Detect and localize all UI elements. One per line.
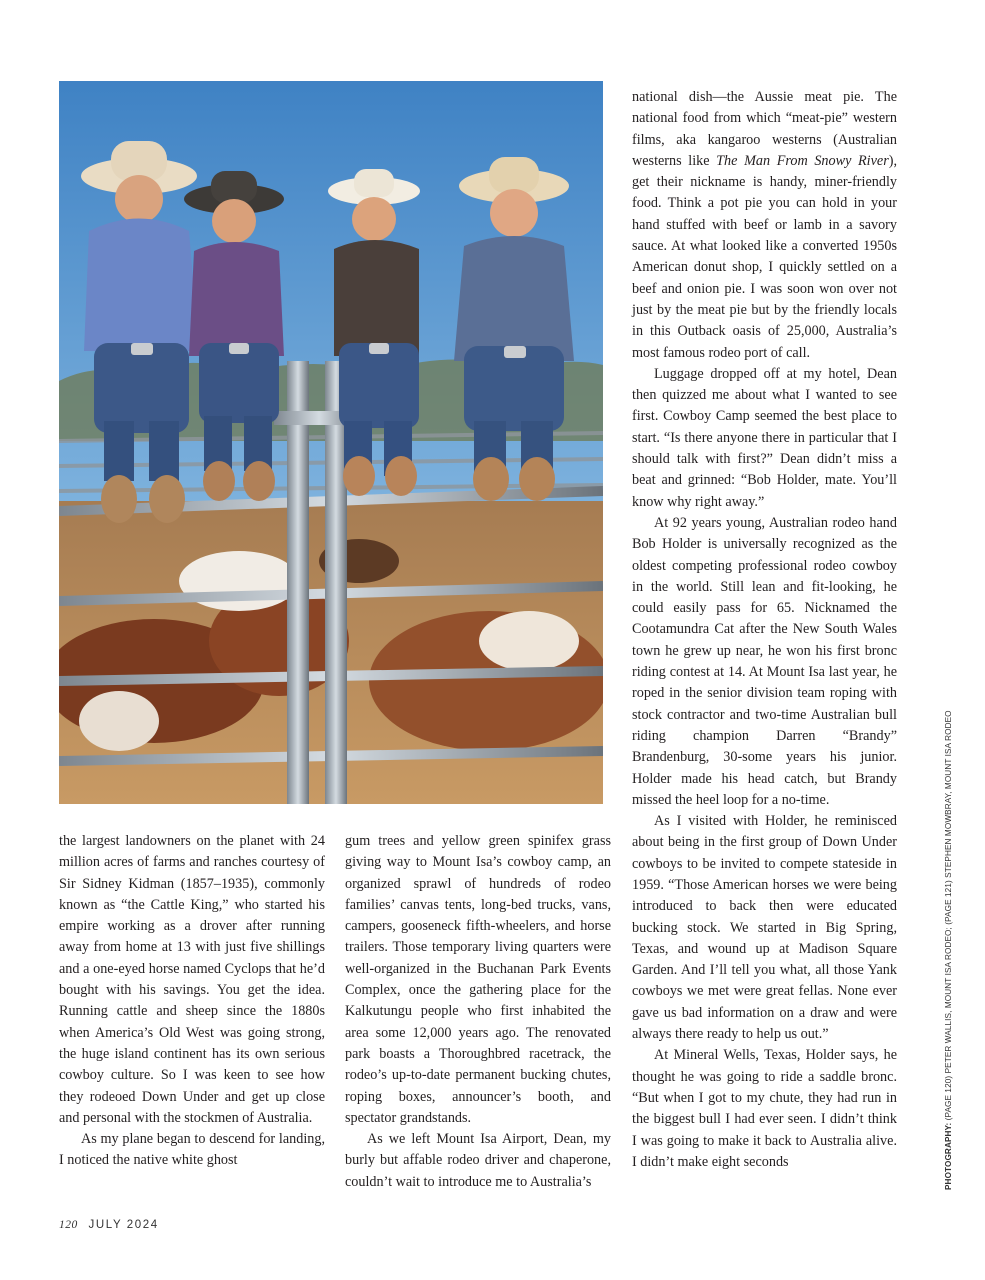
article-column-3 xyxy=(632,87,897,1201)
paragraph: the largest landowners on the planet with 24 million acres of farms and ranches courtesy of Sir Sidney Kidman (1857–1935), commonly known as “the Cattle King,” who started his empire working as a drover after running away from home at 13 with just five shillings and a one-eyed horse named Cyclops that he’d bought with his savings. You get the idea. Running cattle and sheep since the 1880s when America’s Old West was going strong, the huge island continent has its own serious cowboy culture. So I was keen to see how they rodeoed Down Under and get up close and personal with the stockmen of Australia. xyxy=(59,833,325,1126)
text-run: ), get their nickname is handy, miner-friendly food. Think a pot pie you can hold in your hand stuffed with beef or lamb in a savory sauce. At what looked like a converted 1950s American donut shop, I quickly settled on a beef and onion pie. I was soon won over not just by the meat pie but by the friendly locals in this Outback oasis of 25,000, Australia’s most famous rodeo port of call. xyxy=(632,152,897,361)
text-run: national dish—the Aussie meat pie. The national food from which “meat-pie” western films, aka kangaroo westerns (Australian westerns like xyxy=(632,89,897,169)
paragraph: At Mineral Wells, Texas, Holder says, he thought he was going to ride a saddle bronc. “But when I got to my chute, they had run in the biggest bull I had ever seen. I didn’t think I was going to make it back to Australia alive. I didn’t make eight seconds xyxy=(632,1047,897,1170)
paragraph xyxy=(632,87,897,364)
paragraph: gum trees and yellow green spinifex grass giving way to Mount Isa’s cowboy camp, an organized sprawl of hundreds of rodeo families’ canvas tents, long-bed trucks, vans, campers, gooseneck fifth-wheelers, and horse trailers. Those temporary living quarters were well-organized in the Buchanan Park Events Complex, once the gathering place for the Kalkutungu people who first inhabited the area some 12,000 years ago. The renovated park boasts a Thoroughbred racetrack, the rodeo’s up-to-date permanent bucking chutes, roping boxes, announcer’s booth, and spectator grandstands. xyxy=(345,833,611,1126)
paragraph: As my plane began to descend for landing, I noticed the native white ghost xyxy=(59,1131,325,1169)
page-footer xyxy=(59,1219,159,1231)
photo-credit xyxy=(944,710,953,1190)
film-title: The Man From Snowy River xyxy=(716,152,889,169)
article-column-2 xyxy=(345,831,611,1201)
paragraph: At 92 years young, Australian rodeo hand Bob Holder is universally recognized as the oldest competing professional rodeo cowboy in the world. Still lean and fit-looking, he could easily pass for 65. Nicknamed the Cootamundra Cat after the New South Wales town he grew up near, he won his first bronc riding contest at 14. At Mount Isa last year, he roped in the senior division team roping with stock contractor and two-time Australian bull riding champion Darren “Brandy” Brandenburg, 30-some years his junior. Holder made his head catch, but Brandy missed the heel loop for a no-time. xyxy=(632,514,897,808)
article-photo xyxy=(59,81,603,804)
paragraph: As we left Mount Isa Airport, Dean, my burly but affable rodeo driver and chaperone, couldn’t wait to introduce me to Australia’s xyxy=(345,1131,611,1190)
issue-date: JULY 2024 xyxy=(88,1219,159,1231)
credit-label: PHOTOGRAPHY: xyxy=(944,1122,953,1190)
credit-text: (PAGE 120) PETER WALLIS, MOUNT ISA RODEO; (PAGE 121) STEPHEN MOWBRAY, MOUNT ISA RODEO xyxy=(944,710,953,1123)
page-number: 120 xyxy=(59,1219,78,1231)
paragraph: As I visited with Holder, he reminisced about being in the first group of Down Under cowboys to be invited to compete stateside in 1959. “Those American horses we were being introduced to back then were educated bucking stock. We started in Big Spring, Texas, and wound up at Madison Square Garden. And I’ll tell you what, all those Yank cowboys we met were great fellas. None ever gave us bad information on a draw and were always there ready to help us out.” xyxy=(632,813,897,1043)
paragraph: Luggage dropped off at my hotel, Dean then quizzed me about what I wanted to see first. Cowboy Camp seemed the best place to start. “Is there anyone there in particular that I should talk with first?” Dean didn’t miss a beat and grinned: “Bob Holder, mate. You’ll know why right away.” xyxy=(632,365,897,510)
article-column-1 xyxy=(59,831,325,1201)
photo-four-boys-on-rodeo-fence-icon xyxy=(59,81,603,804)
